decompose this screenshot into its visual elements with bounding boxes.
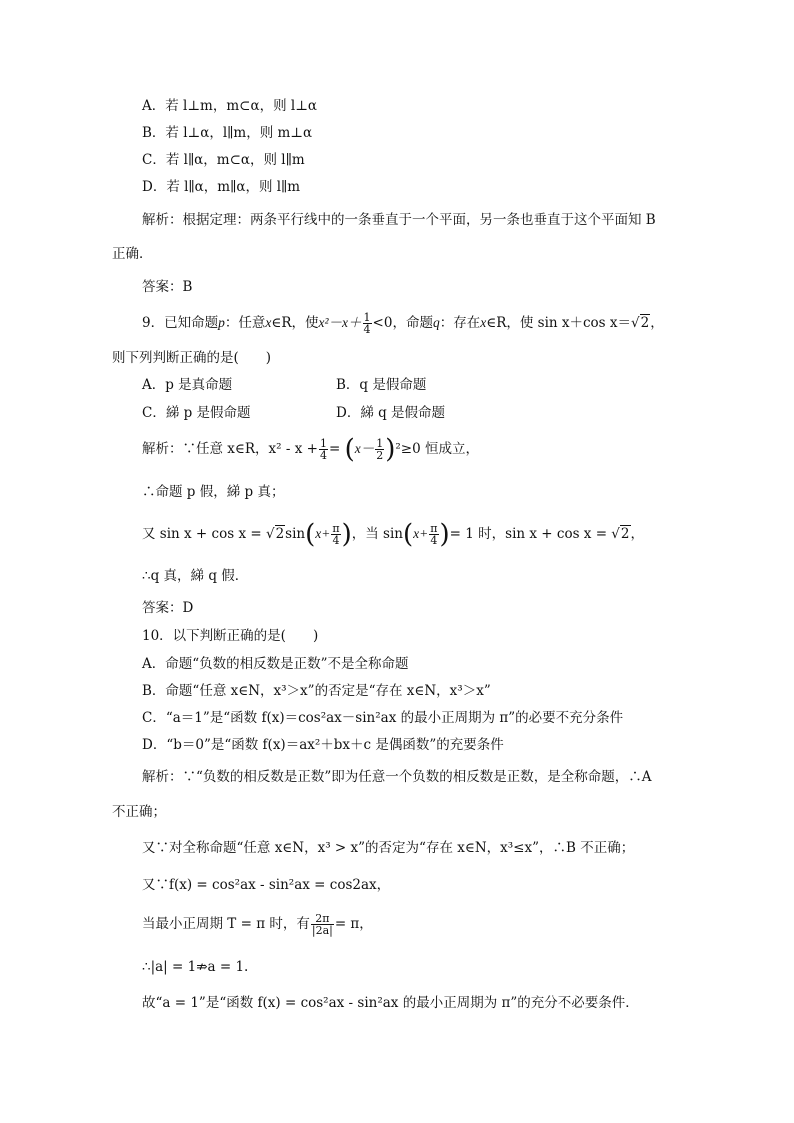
q9-ana1-text-b: =	[328, 441, 345, 457]
q9-option-d: D．綈 q 是假命题	[336, 405, 446, 421]
q9-ana3-sin: sin	[285, 526, 306, 542]
q9-ana3-fraction	[331, 523, 340, 546]
q9-ana3-fraction2	[429, 523, 438, 546]
q9-stem-sqrt: 2	[640, 315, 650, 331]
q9-ana1-right-paren: )	[385, 434, 396, 465]
q8-option-d: D．若 l∥α，m∥α，则 l∥m	[142, 179, 301, 195]
q9-ana3-frac2-den: 4	[430, 534, 438, 547]
q9-ana1-fraction2	[375, 438, 384, 461]
q9-analysis-line4: ∴q 真，綈 q 假．	[142, 568, 249, 584]
q9-ana3-frac2-num: π	[430, 522, 438, 535]
q8-option-b: B．若 l⊥α，l∥m，则 m⊥α	[142, 125, 313, 141]
q9-ana1-left-paren: (	[344, 434, 355, 465]
q9-stem-expr: x²－x＋	[318, 315, 362, 330]
q10-analysis-line6: ∴|a| = 1⇏a = 1.	[142, 959, 249, 975]
q8-option-a: A．若 l⊥m，m⊂α，则 l⊥α	[142, 98, 318, 114]
q9-ana3-right-paren: )	[341, 519, 352, 550]
q9-ana3-text-i: ，	[630, 526, 644, 542]
q9-analysis-line1	[142, 434, 479, 465]
q10-analysis-line1: 解析：∵“负数的相反数是正数”即为任意一个负数的相反数是正数，是全称命题，∴A	[142, 769, 652, 785]
q9-option-c: C．綈 p 是假命题	[142, 405, 251, 421]
q10-ana5-text-b: = π，	[334, 916, 373, 932]
q9-analysis-line3: 又 sin x + cos x = √2sin(x+ $\frac{\pi}{4}$ )，当 sin(x+ $\frac{\pi}{4}$ )= 1 时，sin x + cos x = √2，	[142, 519, 644, 550]
q9-ana3-sqrt2: 2	[620, 526, 630, 542]
q9-stem-x: x	[265, 315, 272, 330]
q8-option-c: C．若 l∥α，m⊂α，则 l∥m	[142, 152, 305, 168]
q9-ana3-right-paren2: )	[439, 519, 450, 550]
q9-ana3-left-paren2: (	[403, 519, 414, 550]
q9-ana3-text-g: = 1 时，sin x + cos x =	[449, 526, 612, 542]
q9-ana3-text-e: ，当 sin	[351, 526, 403, 542]
q9-stem-frac-den: 4	[363, 323, 371, 336]
q9-stem-text-g: ，	[650, 315, 664, 331]
q10-ana5-fraction	[311, 913, 334, 936]
q9-stem: 9．已知命题p：任意x∈R，使x²－x＋ $\frac{1}{4}$ <0，命题q：存在x∈R，使 sin x＋cos x＝√2，	[142, 311, 664, 336]
q10-ana5-text-a: 当最小正周期 T = π 时，有	[142, 916, 310, 932]
q9-stem-text-e: ：存在	[439, 315, 481, 331]
q9-answer: 答案：D	[142, 600, 194, 616]
q8-analysis-line2: 正确．	[112, 246, 153, 262]
q9-ana1-text-a: 解析：∵任意 x∈R，x² - x +	[142, 441, 318, 457]
q10-stem: 10．以下判断正确的是( )	[142, 628, 319, 644]
q9-stem-p: p	[218, 315, 225, 330]
q9-ana1-frac2-den: 2	[376, 449, 384, 462]
q10-analysis-line5	[142, 913, 373, 936]
q9-ana1-frac-den: 4	[319, 449, 327, 462]
q9-analysis-line2: ∴命题 p 假，綈 p 真；	[142, 484, 285, 500]
q10-option-a: A．命题“负数的相反数是正数”不是全称命题	[142, 656, 409, 672]
q9-stem-frac-num: 1	[363, 311, 371, 324]
q9-stem-text-c: ∈R，使	[271, 315, 319, 331]
q9-option-b: B．q 是假命题	[336, 377, 427, 393]
q10-ana5-frac-den: |2a|	[311, 924, 333, 937]
q10-option-b: B．命题“任意 x∈N，x³＞x”的否定是“存在 x∈N，x³＞x”	[142, 683, 491, 699]
q9-ana1-frac-num: 1	[319, 437, 327, 450]
q9-ana3-left-paren: (	[305, 519, 316, 550]
q9-stem-text-a: 9．已知命题	[142, 315, 219, 331]
q10-option-d: D．“b＝0”是“函数 f(x)＝ax²＋bx＋c 是偶函数”的充要条件	[142, 737, 504, 753]
q9-stem-text-d: <0，命题	[372, 315, 433, 331]
q9-ana1-text-c: x－	[354, 441, 375, 456]
q9-ana3-frac-num: π	[332, 522, 340, 535]
q10-analysis-line3: 又∵对全称命题“任意 x∈N，x³ > x”的否定为“存在 x∈N，x³≤x”，∴B 不正确；	[142, 840, 635, 856]
q9-ana1-fraction	[319, 438, 328, 461]
q9-ana3-frac-den: 4	[332, 534, 340, 547]
q9-stem-text-b: ：任意	[224, 315, 266, 331]
q9-ana1-frac2-num: 1	[376, 437, 384, 450]
q9-ana1-text-d: ²≥0 恒成立，	[395, 441, 479, 457]
q10-analysis-line7: 故“a = 1”是“函数 f(x) = cos²ax - sin²ax 的最小正周期为 π”的充分不必要条件．	[142, 995, 639, 1011]
q8-analysis-line1: 解析：根据定理：两条平行线中的一条垂直于一个平面，另一条也垂直于这个平面知 B	[142, 212, 656, 228]
q9-stem-line2: 则下列判断正确的是( )	[112, 350, 272, 366]
q9-stem-q: q	[432, 315, 440, 330]
q9-ana3-sqrt: 2	[275, 526, 285, 542]
q10-analysis-line2: 不正确；	[112, 804, 166, 820]
q9-ana3-x2: x+	[413, 526, 429, 541]
q9-stem-text-f: ∈R，使 sin x＋cos x＝	[486, 315, 632, 331]
q9-ana3-x: x+	[315, 526, 331, 541]
q9-stem-x2: x	[480, 315, 487, 330]
q9-ana3-text-a: 又 sin x + cos x =	[142, 526, 266, 542]
q9-option-a: A．p 是真命题	[142, 377, 233, 393]
q8-answer: 答案：B	[142, 279, 193, 295]
q10-option-c: C．“a＝1”是“函数 f(x)＝cos²ax－sin²ax 的最小正周期为 π”的必要不充分条件	[142, 710, 624, 726]
q9-stem-fraction	[363, 312, 372, 335]
q10-analysis-line4: 又∵f(x) = cos²ax - sin²ax = cos2ax，	[142, 877, 391, 893]
q10-ana5-frac-num: 2π	[311, 913, 334, 925]
